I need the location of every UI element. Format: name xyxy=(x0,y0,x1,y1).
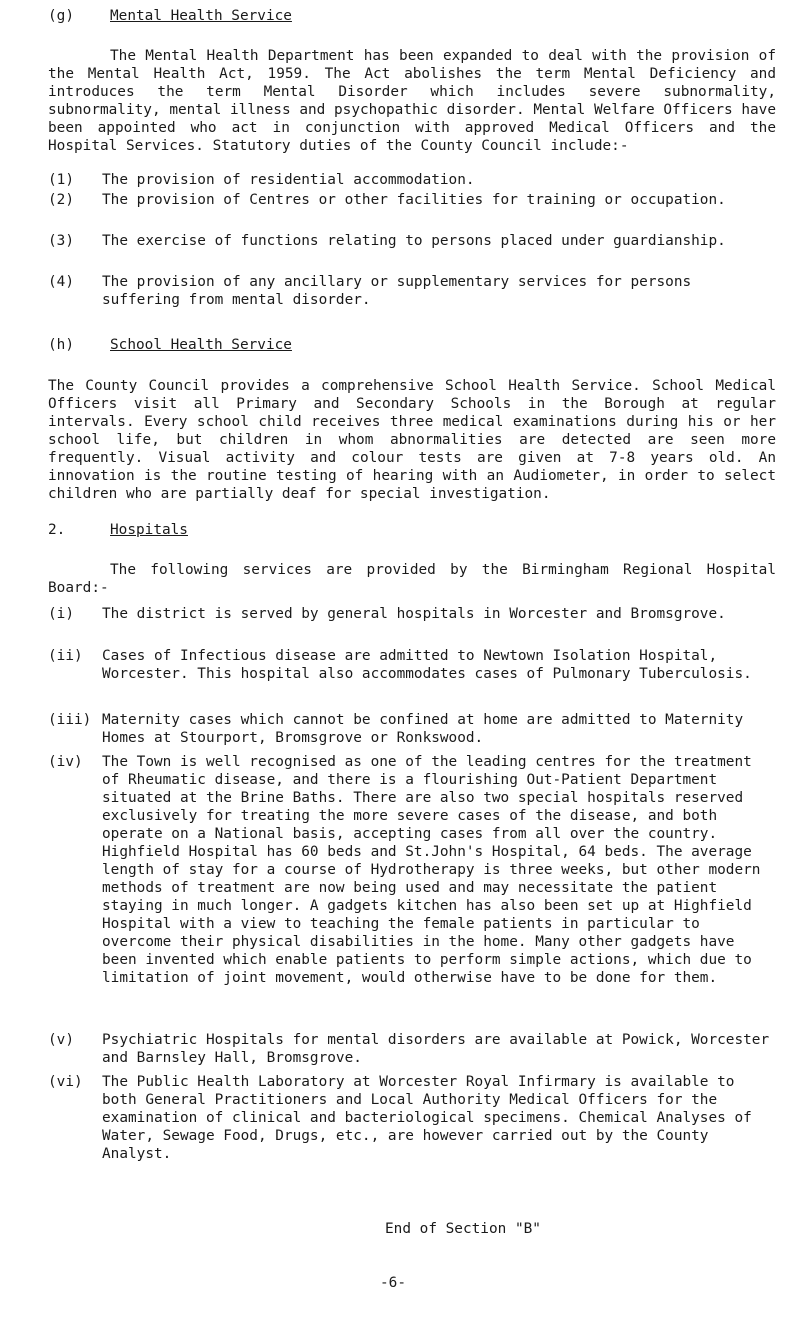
list-item: (i) The district is served by general hospitals in Worcester and Bromsgrove. xyxy=(48,606,726,622)
section-g-title: Mental Health Service xyxy=(110,8,292,24)
section-g-heading xyxy=(48,7,292,25)
section-g-label: (g) xyxy=(48,8,74,24)
section-g-intro: The Mental Health Department has been expanded to deal with the provision of the Mental Health Act, 1959. The Act abolishes the term Mental Deficiency and introduces the term Mental Disorder which includes severe subnormality, subnormality, mental illness and psychopathic disorder. Mental Welfare Officers have been appointed who act in conjunction with approved Medical Officers and the Hospital Services. Statutory duties of the County Council include:- xyxy=(48,48,776,154)
section-h-body: The County Council provides a comprehensive School Health Service. School Medical Officers visit all Primary and Secondary Schools in the Borough at regular intervals. Every school child receives three medical examinations during his or her school life, but children in whom abnormalities are detected are seen more frequently. Visual activity and colour tests are given at 7-8 years old. An innovation is the routine testing of hearing with an Audiometer, in order to select children who are partially deaf for special investigation. xyxy=(48,378,776,502)
section-2-label: 2. xyxy=(48,522,66,538)
section-h-heading xyxy=(48,336,292,354)
list-item: (1) The provision of residential accommodation. xyxy=(48,172,475,188)
section-end-note: End of Section "B" xyxy=(385,1221,541,1237)
section-h-title: School Health Service xyxy=(110,337,292,353)
section-2-title: Hospitals xyxy=(110,522,188,538)
page-number: -6- xyxy=(380,1275,406,1291)
list-item: (iv) The Town is well recognised as one of the leading centres for the treatment of Rheumatic disease, and there is a flourishing Out-Patient Department situated at the Brine Baths. There are also two special hospitals reserved exclusively for treating the more severe cases of the disease, and both operate on a National basis, accepting cases from all over the country. Highfield Hospital has 60 beds and St.John's Hospital, 64 beds. The average length of stay for a course of Hydrotherapy is three weeks, but other modern methods of treatment are now being used and may necessitate the patient staying in much longer. A gadgets kitchen has also been set up at Highfield Hospital with a view to teaching the female patients in particular to overcome their physical disabilities in the home. Many other gadgets have been invented which enable patients to perform simple actions, which due to limitation of joint movement, would otherwise have to be done for them. xyxy=(48,754,761,986)
list-item: (3) The exercise of functions relating to persons placed under guardianship. xyxy=(48,233,726,249)
section-2-intro: The following services are provided by the Birmingham Regional Hospital Board:- xyxy=(48,562,776,596)
section-h-label: (h) xyxy=(48,337,74,353)
list-item: (vi) The Public Health Laboratory at Worcester Royal Infirmary is available to both General Practitioners and Local Authority Medical Officers for the examination of clinical and bacteriological specimens. Chemical Analyses of Water, Sewage Food, Drugs, etc., are however carried out by the County Analyst. xyxy=(48,1074,752,1162)
list-item: (2) The provision of Centres or other facilities for training or occupation. xyxy=(48,192,726,208)
list-item: (ii) Cases of Infectious disease are admitted to Newtown Isolation Hospital, Worcester. This hospital also accommodates cases of Pulmonary Tuberculosis. xyxy=(48,648,752,682)
list-item: (v) Psychiatric Hospitals for mental disorders are available at Powick, Worcester and Barnsley Hall, Bromsgrove. xyxy=(48,1032,770,1066)
list-item: (4) The provision of any ancillary or supplementary services for persons suffering from mental disorder. xyxy=(48,274,692,308)
section-2-heading xyxy=(48,521,188,539)
list-item: (iii) Maternity cases which cannot be confined at home are admitted to Maternity Homes at Stourport, Bromsgrove or Ronkswood. xyxy=(48,712,744,746)
